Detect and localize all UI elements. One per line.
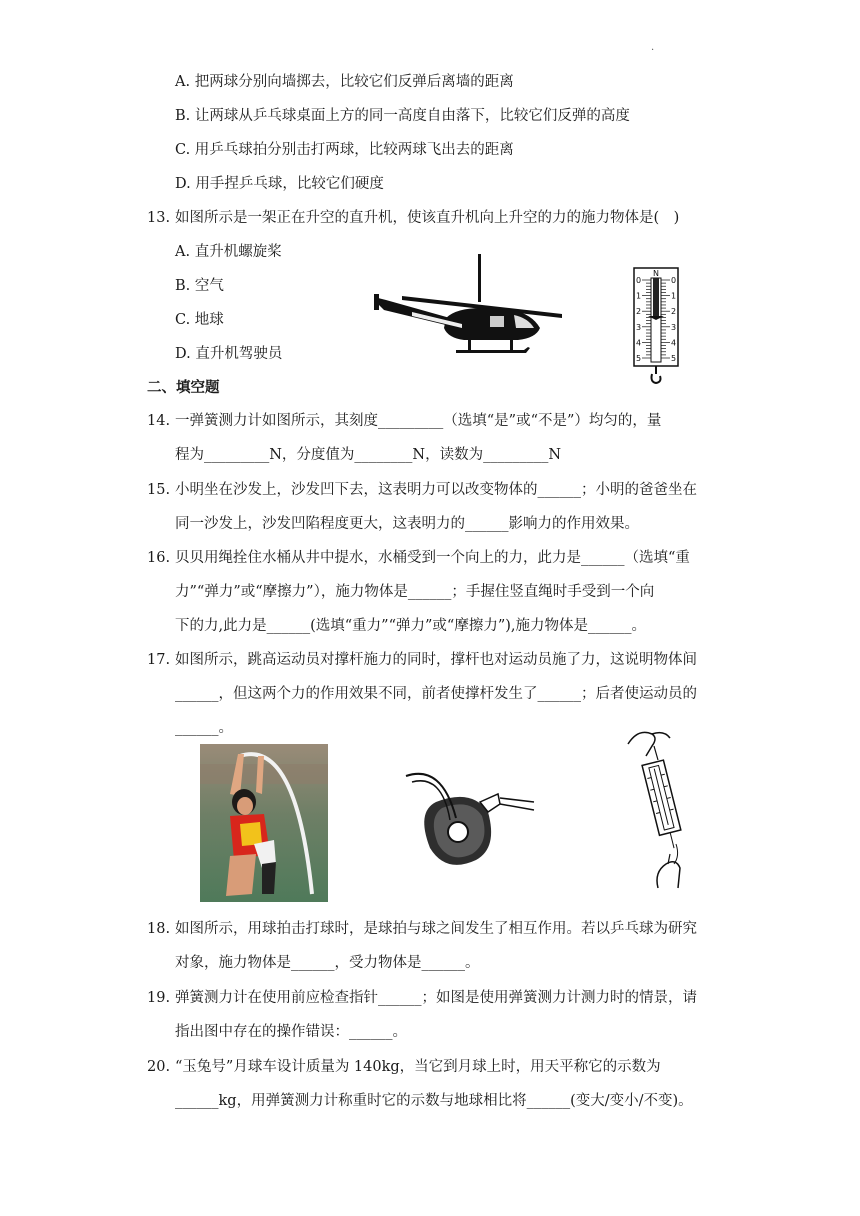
q19-line2: 指出图中存在的操作错误：______。: [175, 1024, 407, 1040]
scale-label-left: 1: [636, 291, 642, 301]
scale-label-right: 0: [671, 276, 677, 285]
q20-line2: ______kg，用弹簧测力计称重时它的示数与地球相比将______(变大/变小/不变)。: [175, 1093, 693, 1109]
scale-label-left: 2: [636, 307, 642, 317]
scale-unit-label: N: [653, 269, 659, 278]
q17-line2: ______，但这两个力的作用效果不同，前者使撑杆发生了______；后者使运动员的: [175, 686, 697, 702]
q18-line2: 对象，施力物体是______，受力物体是______。: [175, 955, 480, 971]
q15-line2: 同一沙发上，沙发凹陷程度更大，这表明力的______影响力的作用效果。: [175, 516, 639, 532]
q17-line1: 如图所示，跳高运动员对撑杆施力的同时，撑杆也对运动员施了力，这说明物体间: [175, 652, 697, 668]
q16-number: 16.: [147, 550, 171, 566]
q14-line1: 一弹簧测力计如图所示，其刻度_________（选填“是”或“不是”）均匀的，量: [175, 413, 662, 429]
q19-number: 19.: [147, 990, 171, 1006]
scale-label-left: 3: [636, 322, 642, 332]
helicopter-figure: [372, 252, 568, 358]
q12-option-d: D. 用手捏乒乓球，比较它们硬度: [175, 176, 384, 192]
spring-scale-figure: [632, 262, 682, 386]
q12-option-b: B. 让两球从乒乓球桌面上方的同一高度自由落下，比较它们反弹的高度: [175, 108, 630, 124]
q13-option-d: D. 直升机驾驶员: [175, 346, 283, 362]
scale-label-right: 4: [671, 338, 677, 348]
scale-label-left: 4: [636, 338, 642, 348]
q13-option-c: C. 地球: [175, 312, 224, 328]
scale-label-right: 5: [671, 354, 677, 363]
q18-line1: 如图所示，用球拍击打球时，是球拍与球之间发生了相互作用。若以乒乓球为研究: [175, 921, 697, 937]
scale-label-right: 1: [671, 291, 677, 301]
q18-number: 18.: [147, 921, 171, 937]
q14-line2: 程为_________N，分度值为________N，读数为_________N: [175, 447, 562, 463]
q15-line1: 小明坐在沙发上，沙发凹下去，这表明力可以改变物体的______；小明的爸爸坐在: [175, 482, 697, 498]
racket-ball-figure: [402, 768, 536, 876]
scale-label-left: 0: [636, 276, 642, 285]
section-heading: 二、填空题: [147, 380, 220, 396]
q12-option-a: A. 把两球分别向墙掷去，比较它们反弹后离墙的距离: [175, 74, 514, 90]
q16-line1: 贝贝用绳拴住水桶从井中提水，水桶受到一个向上的力，此力是______（选填“重: [175, 550, 690, 566]
q15-number: 15.: [147, 482, 171, 498]
scale-label-right: 2: [671, 307, 677, 317]
q17-number: 17.: [147, 652, 171, 668]
q12-option-c: C. 用乒乓球拍分别击打两球，比较两球飞出去的距离: [175, 142, 514, 158]
q13-stem: 如图所示是一架正在升空的直升机，使该直升机向上升空的力的施力物体是( ): [175, 210, 680, 226]
q20-line1: “玉兔号”月球车设计质量为 140kg，当它到月球上时，用天平称它的示数为: [175, 1059, 661, 1075]
q19-line1: 弹簧测力计在使用前应检查指针______；如图是使用弹簧测力计测力时的情景，请: [175, 990, 697, 1006]
scale-label-left: 5: [636, 354, 642, 363]
q13-option-b: B. 空气: [175, 278, 224, 294]
q13-option-a: A. 直升机螺旋桨: [175, 244, 282, 260]
q14-number: 14.: [147, 413, 171, 429]
page-mark: .: [651, 42, 655, 53]
scale-label-right: 3: [671, 322, 677, 332]
q16-line3: 下的力,此力是______(选填“重力”“弹力”或“摩擦力”),施力物体是______。: [175, 618, 647, 634]
q16-line2: 力”“弹力”或“摩擦力”），施力物体是______；手握住竖直绳时手受到一个向: [175, 584, 655, 600]
hand-spring-scale-figure: [618, 726, 694, 892]
q17-line3: ______。: [175, 720, 233, 736]
q13-number: 13.: [147, 210, 171, 226]
q20-number: 20.: [147, 1059, 171, 1075]
pole-vault-photo: [200, 744, 328, 902]
